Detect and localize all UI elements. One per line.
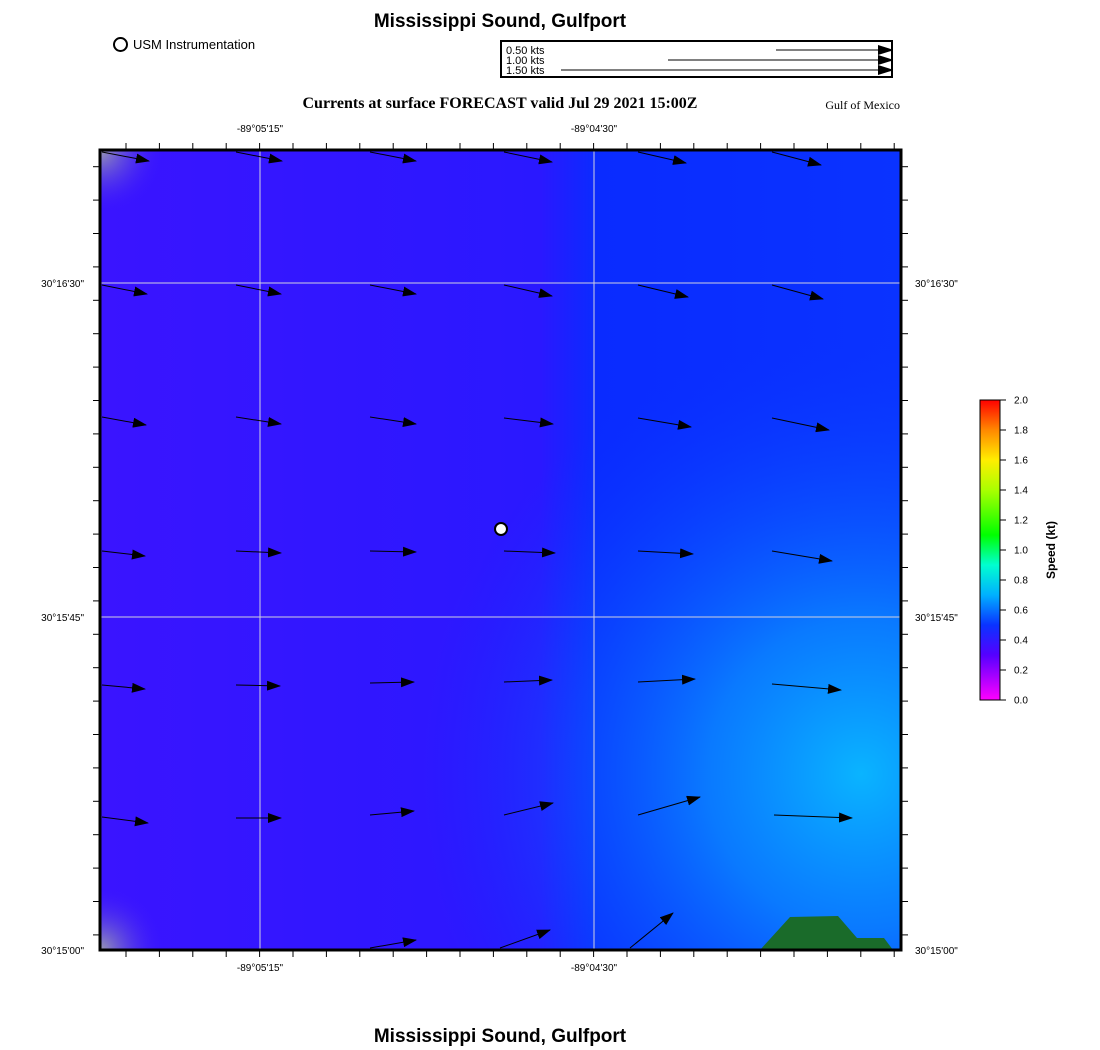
lon-label-top-0: -89°05'15" <box>236 124 284 135</box>
footer-title: Mississippi Sound, Gulfport <box>373 1026 627 1047</box>
speed-field <box>100 150 901 950</box>
region-label: Gulf of Mexico <box>825 98 900 112</box>
lat-label-left-2: 30°15'00" <box>41 946 84 957</box>
colorbar-tick-label: 1.4 <box>1014 485 1028 497</box>
station-legend-label: USM Instrumentation <box>133 37 256 52</box>
colorbar-tick-label: 1.6 <box>1014 455 1028 467</box>
colorbar-tick-label: 0.6 <box>1014 605 1028 617</box>
scale-label-1: 1.00 kts <box>506 55 545 67</box>
map-title: Mississippi Sound, Gulfport <box>373 11 627 32</box>
lat-label-right-1: 30°15'45" <box>915 613 958 624</box>
lat-label-right-0: 30°16'30" <box>915 279 958 290</box>
colorbar-title: Speed (kt) <box>1044 520 1058 580</box>
lat-label-right-2: 30°15'00" <box>915 946 958 957</box>
station-marker[interactable] <box>495 523 507 535</box>
colorbar-tick-label: 0.2 <box>1014 665 1028 677</box>
colorbar-tick-label: 1.8 <box>1014 425 1028 437</box>
scale-label-0: 0.50 kts <box>506 45 545 57</box>
scale-label-2: 1.50 kts <box>506 65 545 77</box>
colorbar-tick-label: 0.4 <box>1014 635 1028 647</box>
lon-label-bottom-0: -89°05'15" <box>236 963 284 974</box>
lat-label-left-0: 30°16'30" <box>41 279 84 290</box>
map-subtitle: Currents at surface FORECAST valid Jul 29 2021 15:00Z <box>302 95 698 112</box>
speed-colorbar <box>980 396 1058 707</box>
colorbar-tick-label: 0.0 <box>1014 695 1028 707</box>
colorbar-tick-label: 2.0 <box>1014 395 1028 407</box>
colorbar-tick-label: 1.2 <box>1014 515 1028 527</box>
lon-label-bottom-1: -89°04'30" <box>570 963 618 974</box>
colorbar-tick-label: 0.8 <box>1014 575 1028 587</box>
colorbar-tick-label: 1.0 <box>1014 545 1028 557</box>
lon-label-top-1: -89°04'30" <box>570 124 618 135</box>
lat-label-left-1: 30°15'45" <box>41 613 84 624</box>
